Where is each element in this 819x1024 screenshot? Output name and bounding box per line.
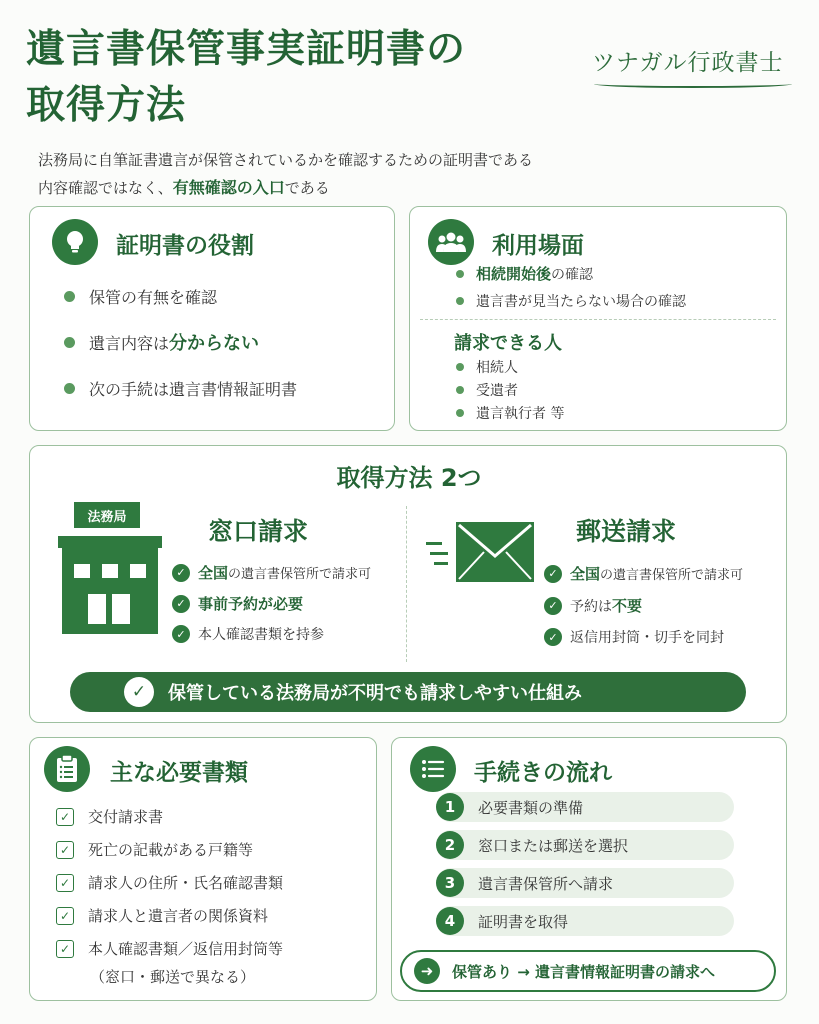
envelope-icon (426, 520, 534, 586)
flow-step (436, 830, 734, 860)
docs-item (56, 839, 253, 860)
step-number: 4 (436, 907, 464, 935)
step-number: 1 (436, 793, 464, 821)
role-item-text: 次の手続は遺言書情報証明書 (89, 380, 298, 399)
mail-item-emphasis: 不要 (612, 597, 643, 615)
bullet-dot (64, 383, 75, 394)
usage-card (409, 206, 787, 431)
building-roof (58, 536, 162, 548)
step-number: 2 (436, 831, 464, 859)
next-step-text: 保管あり → 遺言書情報証明書の請求へ (452, 962, 716, 981)
next-step-banner (400, 950, 776, 992)
check-icon: ✓ (172, 595, 190, 613)
who-item (456, 357, 518, 377)
checkbox-icon: ✓ (56, 841, 74, 859)
who-item (456, 403, 564, 423)
check-icon: ✓ (544, 628, 562, 646)
bullet-dot (456, 409, 464, 417)
docs-card (29, 737, 377, 1001)
counter-title: 窓口請求 (208, 517, 309, 546)
banner-text: 保管している法務局が不明でも請求しやすい仕組み (168, 683, 582, 704)
methods-divider (406, 506, 407, 662)
flow-step (436, 868, 734, 898)
bullet-dot (456, 363, 464, 371)
flow-step (436, 906, 734, 936)
checkbox-icon: ✓ (56, 907, 74, 925)
checkbox-icon: ✓ (56, 874, 74, 892)
docs-item-text: 請求人と遺言者の関係資料 (88, 907, 269, 925)
intro-line-2 (38, 174, 533, 202)
docs-note: （窓口・郵送で異なる） (90, 968, 256, 986)
role-item (64, 329, 259, 355)
lightbulb-icon (52, 219, 98, 265)
who-title: 請求できる人 (454, 333, 562, 354)
counter-item (172, 624, 324, 644)
role-item (64, 377, 297, 400)
intro-text: 内容確認ではなく、 (38, 179, 173, 197)
usage-item-emphasis: 相続開始後 (476, 265, 552, 283)
step-label: 必要書類の準備 (478, 798, 584, 817)
docs-item (56, 938, 283, 959)
counter-item-text: の遺言書保管所で請求可 (228, 567, 372, 582)
usage-item (456, 263, 593, 284)
docs-item-text: 請求人の住所・氏名確認書類 (88, 874, 284, 892)
list-icon (410, 746, 456, 792)
flow-title: 手続きの流れ (474, 760, 612, 786)
logo-underline (594, 80, 792, 88)
intro-emphasis: 有無確認の入口 (172, 178, 285, 197)
methods-card (29, 445, 787, 723)
bullet-dot (64, 291, 75, 302)
mail-item-text: の遺言書保管所で請求可 (600, 568, 744, 583)
step-label: 遺言書保管所へ請求 (478, 874, 614, 893)
check-circle-icon: ✓ (124, 677, 154, 707)
counter-item-emphasis: 全国 (198, 564, 229, 582)
role-item-text: 遺言内容は (89, 333, 170, 353)
mail-item (544, 563, 743, 584)
check-icon: ✓ (544, 597, 562, 615)
clipboard-icon (44, 746, 90, 792)
mail-item (544, 627, 724, 647)
usage-title: 利用場面 (492, 233, 584, 259)
intro-text-end: である (284, 179, 330, 197)
step-label: 窓口または郵送を選択 (478, 836, 629, 855)
check-icon: ✓ (544, 565, 562, 583)
bullet-dot (456, 297, 464, 305)
arrow-right-icon: ➜ (414, 958, 440, 984)
counter-item-emphasis: 事前予約が必要 (198, 595, 304, 613)
page-title (26, 22, 466, 134)
who-item-text: 受遺者 (476, 383, 518, 399)
docs-item (56, 905, 268, 926)
counter-item-text: 本人確認書類を持参 (198, 627, 324, 643)
counter-item (172, 593, 303, 614)
usage-item (456, 291, 686, 311)
checkbox-icon: ✓ (56, 940, 74, 958)
counter-item (172, 562, 371, 583)
role-item-emphasis: 分からない (169, 333, 260, 354)
step-label: 証明書を取得 (478, 912, 569, 931)
bullet-dot (456, 386, 464, 394)
usage-item-text: 遺言書が見当たらない場合の確認 (476, 294, 686, 310)
bullet-dot (64, 337, 75, 348)
building-body (62, 548, 158, 634)
mail-item-text: 予約は (570, 598, 612, 615)
docs-item-text: 死亡の記載がある戸籍等 (88, 841, 254, 859)
title-line-2: 取得方法 (26, 83, 187, 128)
who-item-text: 相続人 (476, 360, 518, 376)
docs-item-text: 交付請求書 (88, 808, 164, 826)
docs-item (56, 806, 163, 827)
intro (38, 146, 533, 202)
mail-item (544, 595, 642, 616)
title-line-1: 遺言書保管事実証明書の (26, 27, 467, 72)
docs-item-text: 本人確認書類／返信用封筒等 (88, 940, 284, 958)
building-icon (58, 502, 162, 634)
mail-item-text: 返信用封筒・切手を同封 (570, 630, 724, 646)
role-card (29, 206, 395, 431)
people-icon (428, 219, 474, 265)
mail-item-emphasis: 全国 (570, 565, 601, 583)
logo: ツナガル行政書士 (592, 50, 784, 76)
methods-title: 取得方法 2つ (336, 464, 482, 492)
methods-banner (70, 672, 746, 712)
docs-title: 主な必要書類 (110, 760, 248, 786)
step-number: 3 (436, 869, 464, 897)
docs-item (56, 872, 283, 893)
role-item (64, 285, 217, 308)
mail-title: 郵送請求 (576, 517, 677, 546)
usage-item-text: の確認 (551, 266, 594, 283)
checkbox-icon: ✓ (56, 808, 74, 826)
check-icon: ✓ (172, 625, 190, 643)
flow-step (436, 792, 734, 822)
who-item-text: 遺言執行者 等 (476, 406, 565, 422)
bullet-dot (456, 270, 464, 278)
who-item (456, 380, 518, 400)
role-item-text: 保管の有無を確認 (89, 288, 218, 307)
divider (420, 319, 776, 320)
intro-line-1: 法務局に自筆証書遺言が保管されているかを確認するための証明書である (38, 151, 534, 169)
role-title: 証明書の役割 (116, 233, 254, 259)
building-sign: 法務局 (74, 502, 140, 528)
check-icon: ✓ (172, 564, 190, 582)
